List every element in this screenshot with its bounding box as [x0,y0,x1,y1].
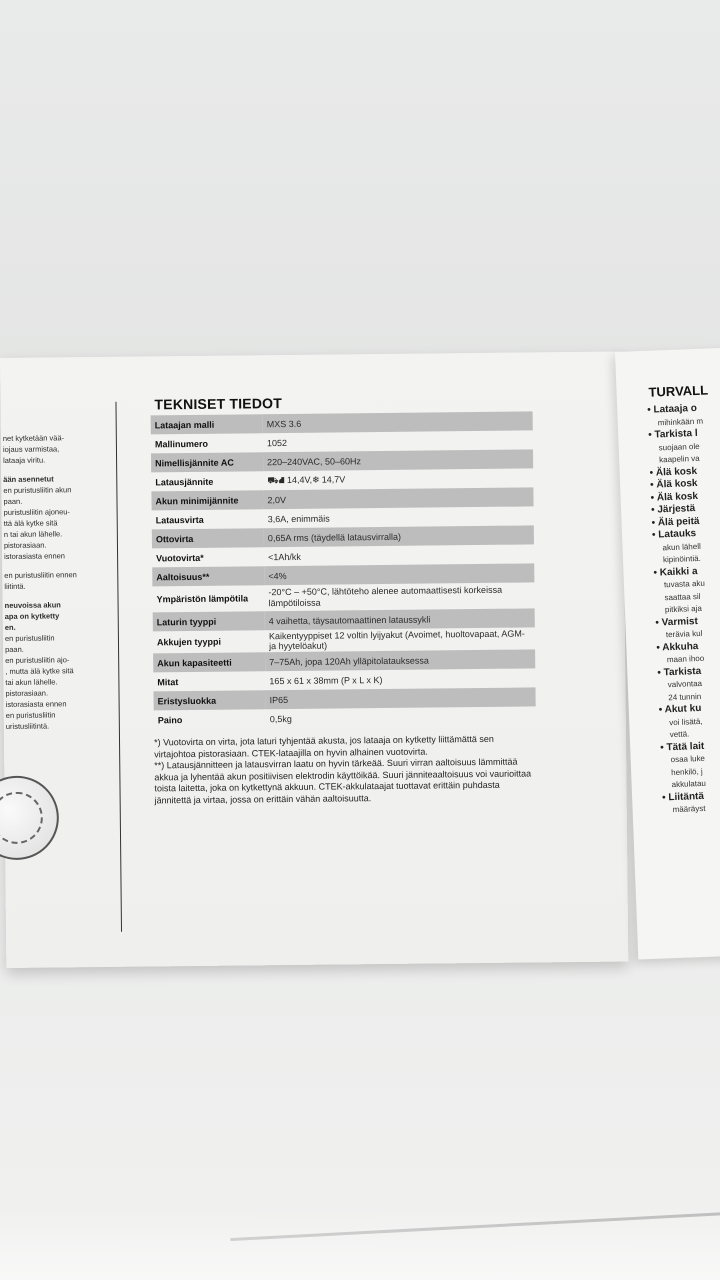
spec-label: Vuotovirta* [156,552,204,563]
safety-line: • Älä kosk [649,477,698,491]
snowflake-icon: ❄ [312,474,320,485]
spec-label: Akkujen tyyppi [156,636,222,648]
spec-value: 220–240VAC, 50–60Hz [263,449,533,471]
spec-value: <4% [264,563,534,585]
safety-title: TURVALL [648,382,709,400]
spec-label: Lataajan malli [151,414,263,434]
spec-row [152,582,534,612]
safety-line: kipinöintiä. [662,553,701,565]
left-column-line: istorasiasta ennen [5,699,67,709]
safety-line: 24 tunnin [668,691,702,702]
left-column-line: net kytketään vää- [2,433,65,443]
spec-label: Mallinumero [154,438,208,449]
spec-value: 0,5kg [269,713,292,724]
safety-line: henkilö, j [670,766,703,777]
spec-value: <1Ah/kk [268,551,301,562]
safety-line: vettä. [669,729,690,740]
spec-row [154,706,536,729]
safety-line: • Akut ku [658,702,702,716]
safety-line: maan ihoo [666,653,705,665]
left-column-line: liitintä. [4,581,26,591]
left-column-line: ään asennetut [3,474,54,484]
left-column-line: en puristusliitin ennen [4,570,77,580]
spec-label: Akun kapasiteetti [153,652,265,672]
spec-value: 3,6A, enimmäis [267,513,330,524]
safety-line: • Lataaja o [647,402,698,416]
left-column-line: iojaus varmistaa, [2,444,60,454]
tech-specs-section [150,392,544,806]
spec-label: Latausvirta [155,514,204,525]
spec-label: Ottovirta [152,528,264,548]
safety-line: voi lisätä, [669,716,703,727]
left-column-line: paan. [3,496,23,506]
spec-label: Nimellisjännite AC [151,452,263,472]
left-column-line: en puristusliitin [4,633,55,643]
spec-label: Ympäristön lämpötila [156,592,249,604]
spec-value: 165 x 61 x 38mm (P x L x K) [269,674,383,686]
left-column-line: pistorasiaan. [3,540,47,550]
spec-value: 0,65A rms (täydellä latausvirralla) [264,525,534,547]
left-column-line: neuvoissa akun [4,600,61,610]
safety-line: • Järjestä [650,503,696,516]
safety-line: suojaan ole [658,441,700,452]
footnote-ripple: **) Latausjännitteen ja latausvirran laatu on hyvin tärkeää. Suuri virran aaltoisuus lämmittää akkua ja lyhentää akun positiivisen elektrodin käyttöikää. Suuri jänniteaaltoisuus voi vaurioittaa toista laitetta, joka on kytkettynä akkuun. CTEK-akkulataajat tuottavat erittäin puhdasta jännitettä ja virtaa, jossa on erittäin vähän aaltoisuutta. [154,756,532,805]
safety-line: terävia kul [665,628,703,640]
left-column-line: n tai akun lähelle. [3,529,63,539]
spec-label: Laturin tyyppi [153,611,265,631]
safety-line: • Varmist [655,615,699,629]
safety-line: pitkiksi aja [664,603,702,615]
spec-label: Paino [157,714,183,725]
left-column-line: tai akun lähelle. [5,677,58,687]
safety-line: valvontaa [667,678,703,690]
spec-value: 7–75Ah, jopa 120Ah ylläpitolatauksessa [265,649,535,671]
spec-value-normal: 14,4V, [286,474,313,485]
safety-line: tuvasta aku [663,578,706,590]
safety-line: akkulatau [671,778,707,790]
safety-list [647,401,720,817]
spec-value: 4 vaihetta, täysautomaattinen lataussykli [265,608,535,630]
spec-value: IP65 [265,687,535,709]
spec-label: Latausjännite [155,476,214,487]
spec-value: 1052 [266,437,287,448]
vehicle-icon: ⛟⛘ [267,474,285,485]
safety-line: osaa luke [670,753,706,765]
foreground-glare [0,1205,720,1280]
safety-line: • Liitäntä [661,790,705,804]
left-column-line: uristusliitintä. [5,721,50,731]
safety-line: saattaa sil [664,591,701,602]
spec-value: Kaikentyyppiset 12 voltin lyijyakut (Avoimet, huoltovapaat, AGM- ja hyytelöakut) [268,628,525,652]
spec-value: 2,0V [263,487,533,509]
safety-line: • Älä peitä [651,515,700,529]
specs-table [151,411,536,729]
left-column-line: en puristusliitin [5,710,56,720]
specs-footnotes [154,733,535,806]
spec-value-cold: 14,7V [321,473,346,485]
safety-line: mihinkään m [657,416,704,427]
safety-line: akun lähell [662,541,701,552]
column-divider [115,402,122,932]
left-column-line: apa on kytketty [4,611,60,621]
left-column-line: puristusliitin ajoneu- [3,507,70,517]
safety-line: • Tarkista [657,665,702,679]
safety-line: • Akkuha [656,640,699,654]
left-column-line: en puristusliitin akun [3,485,72,495]
left-column-line: , mutta älä kytke sitä [5,666,74,676]
left-column-line: pistorasiaan. [5,688,49,698]
safety-line: kaapelin va [659,453,700,465]
left-column-line: paan. [5,644,24,654]
safety-line: • Tarkista l [648,427,698,441]
safety-line: • Tätä lait [660,740,705,754]
safety-line: määräyst [672,803,706,815]
spec-label: Eristysluokka [153,690,265,710]
spec-value: MXS 3.6 [263,411,533,433]
spec-label: Mitat [157,676,179,687]
left-column-line: istorasiasta ennen [4,551,65,561]
safety-line: • Latauks [651,528,697,541]
safety-line: • Kaikki a [653,565,698,579]
left-column-line: en puristusliitin ajo- [5,655,70,665]
specs-title: TEKNISET TIEDOT [154,395,283,413]
left-column-line: ttä älä kytke sitä [3,518,58,528]
spec-label: Akun minimijännite [151,490,263,510]
spec-label: Aaltoisuus** [152,566,264,586]
left-column-line: en. [4,622,16,632]
safety-line: • Älä kosk [650,490,699,504]
manual-left-page [0,351,628,967]
safety-line: • Älä kosk [649,465,698,479]
spec-value: -20°C – +50°C, lähtöteho alenee automaattisesti korkeissa lämpötiloissa [268,584,503,609]
footnote-leakage: *) Vuotovirta on virta, jota laturi tyhjentää akusta, jos lataaja on kytketty liittämättä sen virtajohtoa pistorasiaan. CTEK-lataajilla on hyvin alhainen vuotovirta. [153,733,494,759]
left-column-line: lataaja viritu. [3,455,46,465]
